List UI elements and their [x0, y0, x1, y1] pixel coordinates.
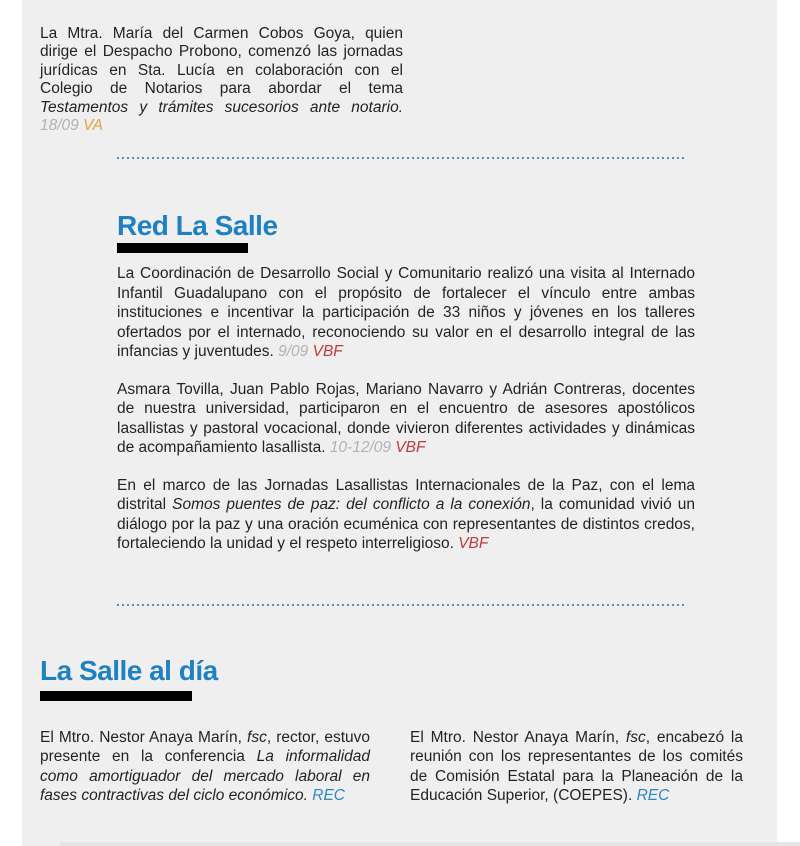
- article-paragraph-internado: [117, 264, 695, 362]
- text-segment: 18/09: [40, 117, 79, 134]
- text-segment: REC: [636, 787, 670, 804]
- text-segment: , la comunidad vivió un diálogo por la paz y una oración ecuménica con representantes de distintos credos, fortaleciendo la unidad y el respeto interreligioso.: [117, 496, 696, 552]
- text-segment: , encabezó la reunión con los representantes de los comités de Comisión Estatal para la Planeación de la Educación Superior, (COEPES).: [410, 728, 743, 804]
- dashed-divider: [117, 157, 685, 159]
- text-segment: El Mtro. Nestor Anaya Marín,: [410, 728, 626, 746]
- text-segment: REC: [312, 787, 345, 804]
- title-underline-bar: [117, 243, 248, 253]
- title-underline-bar: [40, 691, 192, 701]
- section-title-red-la-salle: Red La Salle: [117, 210, 278, 241]
- article-paragraph-encuentro-asesores: [117, 380, 695, 458]
- article-paragraph-jornadas-paz: [117, 476, 695, 554]
- text-segment: La Mtra. María del Carmen Cobos Goya, quien dirige el Despacho Probono, comenzó las jornadas jurídicas en Sta. Lucía en colaboración con el Colegio de Notarios para abordar el tema: [40, 24, 403, 97]
- text-segment: VA: [83, 117, 103, 134]
- text-segment: fsc: [625, 728, 646, 746]
- dashed-divider: [117, 604, 685, 606]
- section-title-la-salle-al-dia: La Salle al día: [40, 655, 218, 686]
- text-segment: 9/09: [278, 343, 309, 360]
- text-segment: fsc: [247, 728, 267, 746]
- text-segment: La informalidad como amortiguador del mercado laboral en fases contractivas del ciclo económico.: [40, 748, 370, 804]
- red-la-salle-articles: [117, 264, 695, 572]
- text-segment: El Mtro. Nestor Anaya Marín,: [40, 728, 248, 746]
- text-segment: 10-12/09: [329, 439, 392, 456]
- text-segment: VBF: [458, 535, 489, 552]
- article-paragraph-conferencia-rector: [40, 728, 370, 806]
- text-segment: VBF: [395, 439, 426, 456]
- text-segment: , rector, estuvo presente en la conferencia: [40, 728, 370, 765]
- article-paragraph-reunion-coepes: [410, 728, 743, 806]
- text-segment: La Coordinación de Desarrollo Social y Comunitario realizó una visita al Internado Infantil Guadalupano con el propósito de fortalecer el vínculo entre ambas instituciones e incentivar la participación de 33 niños y jóvenes en los talleres ofertados por el internado, reconociendo su valor en el desarrollo integral de las infancias y juventudes.: [117, 265, 695, 360]
- bottom-edge-bar: [60, 842, 800, 846]
- article-paragraph-legal-days: [40, 25, 403, 136]
- text-segment: En el marco de las Jornadas Lasallistas Internacionales de la Paz, con el lema distrital: [117, 476, 695, 513]
- text-segment: Testamentos y trámites sucesorios ante notario.: [40, 98, 403, 116]
- text-segment: Asmara Tovilla, Juan Pablo Rojas, Mariano Navarro y Adrián Contreras, docentes de nuestra universidad, participaron en el encuentro de asesores apostólicos lasallistas y pastoral vocacional, donde vivieron diferentes actividades y dinámicas de acompañamiento lasallista.: [117, 380, 695, 456]
- text-segment: VBF: [312, 343, 343, 360]
- text-segment: Somos puentes de paz: del conflicto a la conexión: [172, 496, 531, 513]
